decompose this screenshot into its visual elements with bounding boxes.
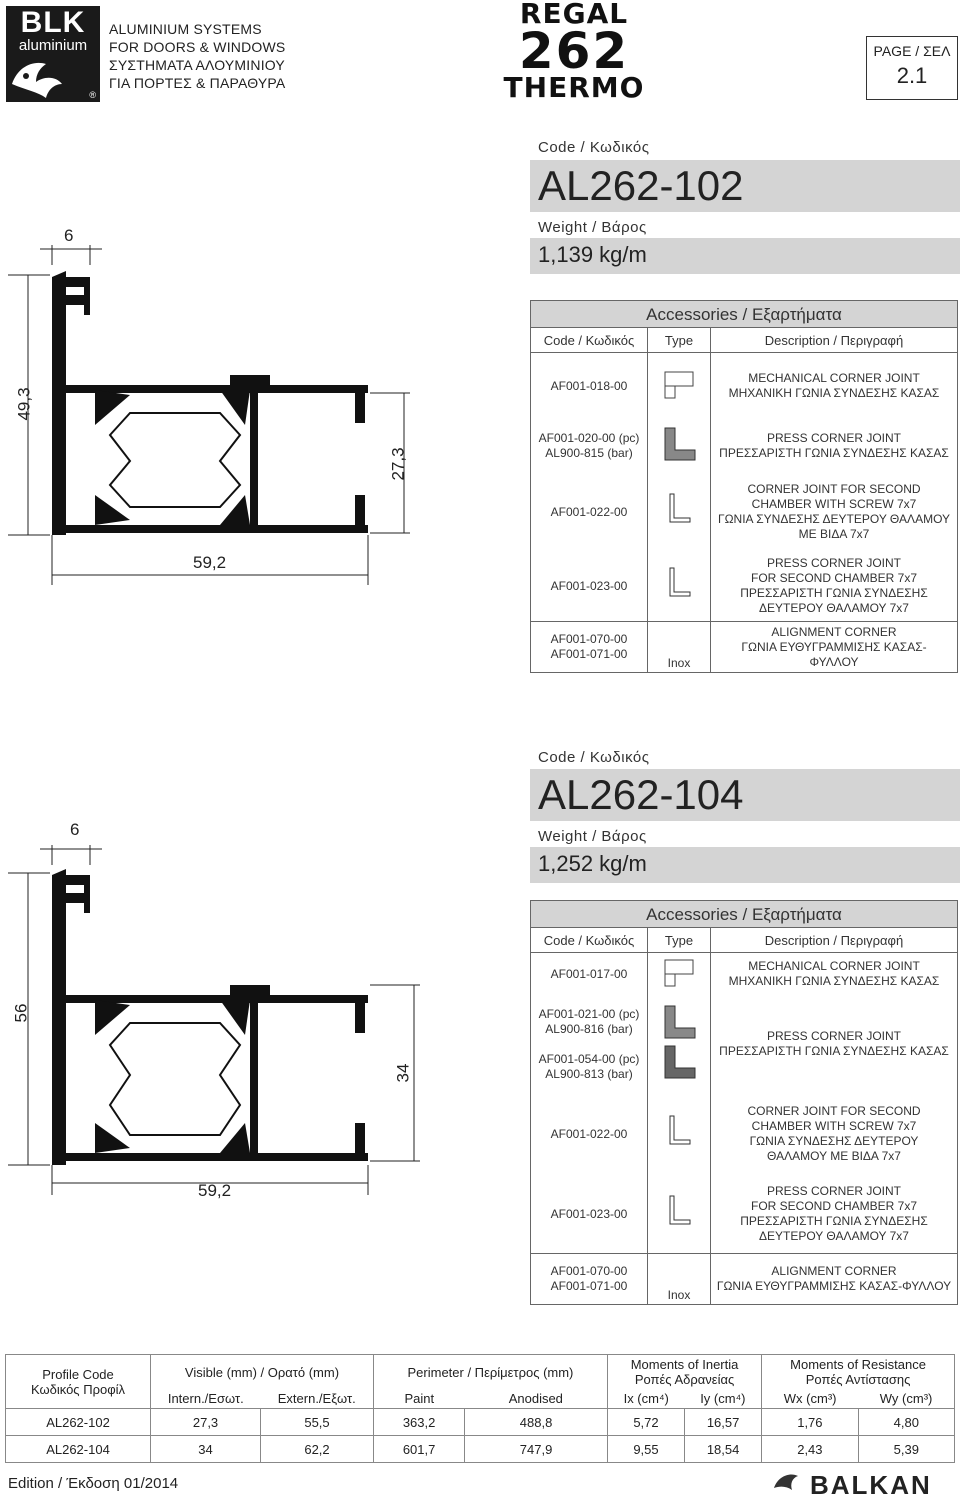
tagline-line-1: ALUMINIUM SYSTEMS — [109, 21, 262, 37]
col-code-1: Code / Κωδικός — [531, 328, 648, 353]
table-row — [531, 353, 958, 420]
desc-line: ΔΕΥΤΕΡΟΥ ΘΑΛΑΜΟΥ 7x7 — [759, 1229, 909, 1243]
cell: 9,55 — [607, 1436, 684, 1463]
logo-brand-bottom: aluminium — [18, 37, 88, 54]
weight-label-2: Weight / Βάρος — [538, 828, 647, 845]
desc-line: PRESS CORNER JOINT — [766, 431, 901, 445]
dim-width-1: 59,2 — [193, 553, 227, 572]
desc-line: FOR SECOND CHAMBER 7x7 — [750, 571, 918, 585]
cell: 1,76 — [762, 1409, 858, 1436]
desc-line: ΠΡΕΣΣΑΡΙΣΤΗ ΓΩΝΙΑ ΣΥΝΔΕΣΗΣ — [740, 586, 928, 600]
cell: 4,80 — [858, 1409, 954, 1436]
desc-line: CORNER JOINT FOR SECOND — [747, 1104, 921, 1118]
row-code: AF001-022-00 — [531, 473, 648, 551]
h-extern: Extern./Εξωτ. — [261, 1389, 374, 1409]
desc-line: ΓΩΝΙΑ ΣΥΝΔΕΣΗΣ ΔΕΥΤΕΡΟΥ ΘΑΛΑΜΟΥ — [717, 512, 951, 526]
col-desc-1: Description / Περιγραφή — [711, 328, 958, 353]
row-code: AF001-023-00 — [531, 1175, 648, 1254]
desc-line: CHAMBER WITH SCREW 7x7 — [751, 1119, 917, 1133]
cell: 18,54 — [685, 1436, 762, 1463]
cell: 5,39 — [858, 1436, 954, 1463]
tagline-line-2: FOR DOORS & WINDOWS — [109, 39, 286, 55]
desc-line: ΜΗΧΑΝΙΚΗ ΓΩΝΙΑ ΣΥΝΔΕΣΗΣ ΚΑΣΑΣ — [728, 974, 940, 988]
edition-text: Edition / Έκδοση 01/2014 — [8, 1475, 179, 1492]
desc-line: PRESS CORNER JOINT — [766, 1029, 901, 1043]
h-wx: Wx (cm³) — [762, 1389, 858, 1409]
screw-joint-icon — [648, 1093, 711, 1175]
row-code: AF001-070-00 AF001-071-00 — [531, 1254, 648, 1305]
accessories-table-1 — [530, 300, 958, 673]
desc-line: PRESS CORNER JOINT — [766, 556, 901, 570]
second-press-joint-icon — [648, 1175, 711, 1254]
blk-logo — [6, 6, 100, 102]
dim-top-1: 6 — [64, 226, 74, 245]
press-joint-icon — [648, 995, 711, 1093]
mechanical-joint-icon — [648, 353, 711, 420]
desc-line: ΘΑΛΑΜΟΥ ΜΕ ΒΙΔΑ 7x7 — [767, 1149, 901, 1163]
desc-line: PRESS CORNER JOINT — [766, 1184, 901, 1198]
desc-line: ΜΕ ΒΙΔΑ 7x7 — [798, 527, 870, 541]
h-visible: Visible (mm) / Ορατό (mm) — [151, 1355, 374, 1390]
cell: 2,43 — [762, 1436, 858, 1463]
profile-drawing-1 — [0, 225, 430, 585]
desc-line: ΓΩΝΙΑ ΣΥΝΔΕΣΗΣ ΔΕΥΤΕΡΟΥ — [749, 1134, 919, 1148]
h-resistance-2: Ροπές Αντίστασης — [805, 1372, 911, 1387]
code-label-2: Code / Κωδικός — [538, 749, 650, 766]
cell: AL262-104 — [6, 1436, 151, 1463]
desc-line: ΓΩΝΙΑ ΕΥΘΥΓΡΑΜΜΙΣΗΣ ΚΑΣΑΣ- — [741, 639, 927, 654]
company-tagline — [109, 20, 329, 92]
h-ix: Ix (cm⁴) — [607, 1389, 684, 1409]
desc-line: MECHANICAL CORNER JOINT — [748, 371, 920, 385]
profile-drawing-2 — [0, 835, 430, 1195]
desc-line: ΔΕΥΤΕΡΟΥ ΘΑΛΑΜΟΥ 7x7 — [759, 601, 909, 615]
weight-bar-2 — [530, 847, 960, 883]
table-row — [531, 419, 958, 473]
dim-inner-2: 34 — [393, 1063, 413, 1083]
cell: 363,2 — [373, 1409, 464, 1436]
table-row — [531, 1175, 958, 1254]
desc-line: CHAMBER WITH SCREW 7x7 — [751, 497, 917, 511]
accessories-title-1: Accessories / Εξαρτήματα — [531, 301, 958, 328]
page-number: 2.1 — [896, 63, 928, 88]
cell: 5,72 — [607, 1409, 684, 1436]
series-logo — [488, 0, 660, 102]
weight-label-1: Weight / Βάρος — [538, 219, 647, 236]
cell: 62,2 — [261, 1436, 374, 1463]
page-box — [866, 36, 958, 100]
row-code: AF001-017-00 — [531, 953, 648, 996]
tagline-line-3: ΣΥΣΤΗΜΑΤΑ ΑΛΟΥΜΙΝΙΟΥ — [109, 57, 285, 73]
cell: 34 — [151, 1436, 261, 1463]
code-bar-1 — [530, 160, 960, 212]
h-iy: Iy (cm⁴) — [685, 1389, 762, 1409]
desc-line: ΠΡΕΣΣΑΡΙΣΤΗ ΓΩΝΙΑ ΣΥΝΔΕΣΗΣ — [740, 1214, 928, 1228]
press-joint-icon — [648, 419, 711, 473]
h-profile-1: Profile Code — [42, 1366, 114, 1382]
row-code: AF001-070-00 AF001-071-00 — [531, 622, 648, 673]
cell: 601,7 — [373, 1436, 464, 1463]
balkan-bird-icon — [770, 1470, 804, 1498]
h-intern: Intern./Εσωτ. — [151, 1389, 261, 1409]
table-row — [6, 1409, 955, 1436]
row-code: AF001-018-00 — [531, 353, 648, 420]
desc-line: ALIGNMENT CORNER — [771, 1264, 897, 1278]
profile-code-2: AL262-104 — [538, 771, 744, 818]
desc-line: ΓΩΝΙΑ ΕΥΘΥΓΡΑΜΜΙΣΗΣ ΚΑΣΑΣ-ΦΥΛΛΟΥ — [716, 1279, 952, 1293]
desc-line: MECHANICAL CORNER JOINT — [748, 959, 920, 973]
h-inertia-1: Moments of Inertia — [630, 1357, 739, 1372]
col-type-1: Type — [648, 328, 711, 353]
series-thermo: THERMO — [503, 71, 645, 104]
mechanical-joint-icon — [648, 953, 711, 996]
h-profile-2: Κωδικός Προφίλ — [30, 1381, 126, 1397]
col-desc-2: Description / Περιγραφή — [711, 928, 958, 953]
row-code: AF001-022-00 — [531, 1093, 648, 1175]
desc-line: CORNER JOINT FOR SECOND — [747, 482, 921, 496]
code-bar-2 — [530, 769, 960, 821]
profile-weight-2: 1,252 kg/m — [538, 851, 647, 876]
dim-height-2: 56 — [11, 1003, 31, 1023]
row-code: AF001-023-00 — [531, 551, 648, 622]
h-wy: Wy (cm³) — [858, 1389, 954, 1409]
desc-line: ΠΡΕΣΣΑΡΙΣΤΗ ΓΩΝΙΑ ΣΥΝΔΕΣΗΣ ΚΑΣΑΣ — [719, 446, 949, 460]
h-anodised: Anodised — [465, 1389, 608, 1409]
weight-bar-1 — [530, 238, 960, 274]
code-label-1: Code / Κωδικός — [538, 139, 650, 156]
h-paint: Paint — [373, 1389, 464, 1409]
table-row — [531, 953, 958, 996]
table-row — [531, 551, 958, 622]
cell: 16,57 — [685, 1409, 762, 1436]
table-row — [531, 622, 958, 673]
table-row — [531, 1254, 958, 1305]
accessories-table-2 — [530, 900, 958, 1305]
dim-height-1: 49,3 — [14, 387, 34, 421]
row-type: Inox — [648, 1254, 711, 1305]
screw-joint-icon — [648, 473, 711, 551]
balkan-logo — [770, 1470, 956, 1498]
col-type-2: Type — [648, 928, 711, 953]
table-row — [531, 995, 958, 1093]
dim-width-2: 59,2 — [198, 1181, 232, 1200]
row-code: AF001-020-00 (pc) AL900-815 (bar) — [531, 419, 648, 473]
accessories-title-2: Accessories / Εξαρτήματα — [531, 901, 958, 928]
properties-table — [5, 1354, 955, 1463]
table-row — [531, 473, 958, 551]
profile-weight-1: 1,139 kg/m — [538, 242, 647, 267]
desc-line: ALIGNMENT CORNER — [771, 624, 897, 639]
desc-line: ΜΗΧΑΝΙΚΗ ΓΩΝΙΑ ΣΥΝΔΕΣΗΣ ΚΑΣΑΣ — [728, 386, 940, 400]
h-inertia-2: Ροπές Αδρανείας — [634, 1372, 735, 1387]
dim-inner-1: 27,3 — [388, 447, 408, 481]
dim-top-2: 6 — [70, 820, 80, 839]
series-number: 262 — [518, 22, 630, 80]
row-type: Inox — [648, 622, 711, 673]
table-row — [6, 1436, 955, 1463]
table-row — [531, 1093, 958, 1175]
desc-line: ΠΡΕΣΣΑΡΙΣΤΗ ΓΩΝΙΑ ΣΥΝΔΕΣΗΣ ΚΑΣΑΣ — [719, 1044, 949, 1058]
cell: 27,3 — [151, 1409, 261, 1436]
second-press-joint-icon — [648, 551, 711, 622]
cell: 55,5 — [261, 1409, 374, 1436]
desc-line: FOR SECOND CHAMBER 7x7 — [750, 1199, 918, 1213]
h-perimeter: Perimeter / Περίμετρος (mm) — [373, 1355, 607, 1390]
logo-brand-top: BLK — [20, 6, 86, 39]
cell: AL262-102 — [6, 1409, 151, 1436]
col-code-2: Code / Κωδικός — [531, 928, 648, 953]
cell: 747,9 — [465, 1436, 608, 1463]
tagline-line-4: ΓΙΑ ΠΟΡΤΕΣ & ΠΑΡΑΘΥΡΑ — [109, 75, 286, 91]
page-label: PAGE / ΣΕΛ — [873, 43, 951, 59]
registered-mark: ® — [89, 90, 96, 100]
desc-line: ΦΥΛΛΟΥ — [809, 654, 859, 669]
h-resistance-1: Moments of Resistance — [790, 1357, 926, 1372]
profile-code-1: AL262-102 — [538, 162, 744, 209]
cell: 488,8 — [465, 1409, 608, 1436]
bird-logo-icon — [6, 54, 100, 100]
row-code: AF001-021-00 (pc) AL900-816 (bar) AF001-054-00 (pc) AL900-813 (bar) — [531, 995, 648, 1093]
series-regal: REGAL — [519, 0, 629, 30]
balkan-brand: BALKAN — [810, 1470, 932, 1500]
